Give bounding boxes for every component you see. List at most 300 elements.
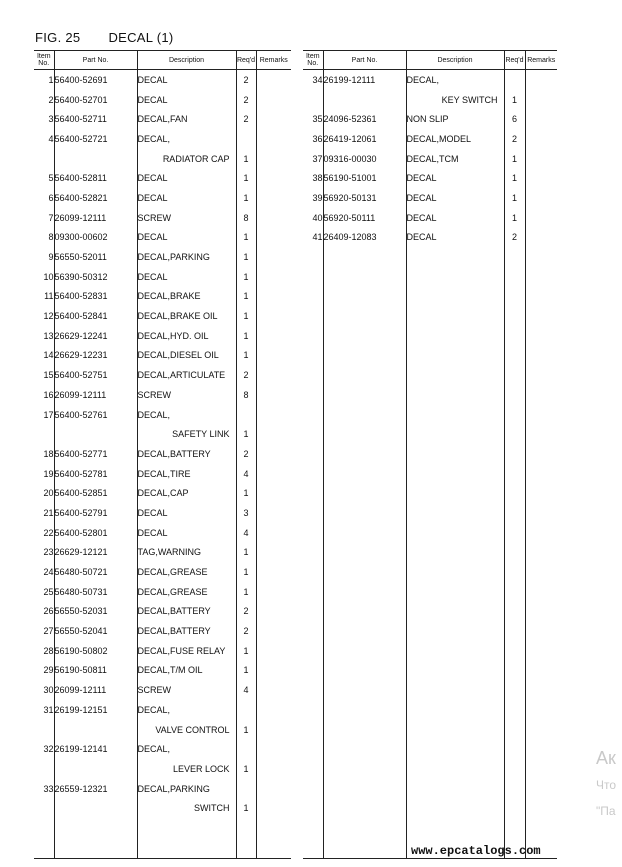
part-number-cell [323,621,406,641]
remarks-cell [525,228,557,248]
item-number-cell: 33 [43,783,54,794]
part-number-cell [323,602,406,622]
description-cell: DECAL [137,70,236,90]
part-number-cell [323,838,406,858]
description-cell [406,247,504,267]
quantity-cell: 1 [236,483,256,503]
description-cell: TAG,WARNING [137,543,236,563]
header-part-no: Part No. [54,51,137,70]
remarks-cell [256,90,291,110]
remarks-cell [525,405,557,425]
table-row [303,641,557,661]
part-number-cell: 56400-52691 [54,70,137,90]
table-row [303,602,557,622]
remarks-cell [256,208,291,228]
remarks-cell [256,228,291,248]
remarks-cell [525,621,557,641]
item-number-cell: 17 [43,409,54,420]
part-number-cell: 26099-12111 [54,208,137,228]
remarks-cell [256,346,291,366]
item-number-cell [303,346,323,366]
item-number-cell: 10 [43,271,54,282]
description-cell: DECAL [406,188,504,208]
table-row [34,405,291,425]
remarks-cell [256,661,291,681]
part-number-cell [54,759,137,779]
item-number-cell: 14 [43,350,54,361]
item-number-cell [303,247,323,267]
description-cell: DECAL,GREASE [137,582,236,602]
item-number-cell [303,523,323,543]
quantity-cell: 4 [236,523,256,543]
remarks-cell [256,779,291,799]
remarks-cell [525,70,557,90]
table-row [303,464,557,484]
remarks-cell [256,621,291,641]
remarks-cell [256,602,291,622]
remarks-cell [525,365,557,385]
description-cell: LEVER LOCK [137,759,236,779]
remarks-cell [256,562,291,582]
table-row [34,326,291,346]
item-number-cell [303,444,323,464]
description-cell [406,523,504,543]
description-cell: KEY SWITCH [406,90,504,110]
quantity-cell [504,405,525,425]
table-row [303,444,557,464]
remarks-cell [256,838,291,858]
figure-number: FIG. 25 [35,30,81,45]
part-number-cell: 56550-52031 [54,602,137,622]
table-row [303,168,557,188]
remarks-cell [256,523,291,543]
quantity-cell [504,661,525,681]
table-row [303,562,557,582]
parts-table-right [303,50,557,859]
quantity-cell: 2 [236,621,256,641]
part-number-cell: 56190-51001 [323,168,406,188]
item-number-cell: 15 [43,370,54,381]
item-number-cell: 13 [43,330,54,341]
quantity-cell [504,641,525,661]
quantity-cell [504,680,525,700]
table-row [303,680,557,700]
remarks-cell [525,464,557,484]
description-cell: DECAL,BATTERY [137,621,236,641]
description-cell: DECAL,CAP [137,483,236,503]
description-cell [406,779,504,799]
remarks-cell [256,365,291,385]
quantity-cell: 4 [236,680,256,700]
quantity-cell [504,602,525,622]
remarks-cell [256,720,291,740]
part-number-cell [54,798,137,818]
item-number-cell [303,483,323,503]
header-item-no: Item No. [34,51,54,70]
part-number-cell [323,90,406,110]
remarks-cell [256,503,291,523]
part-number-cell: 56920-50111 [323,208,406,228]
header-description: Description [137,51,236,70]
item-number-cell: 35 [312,114,323,125]
description-cell: DECAL,BATTERY [137,602,236,622]
remarks-cell [525,739,557,759]
description-cell: DECAL,ARTICULATE [137,365,236,385]
table-row [34,90,291,110]
part-number-cell [323,543,406,563]
part-number-cell [323,700,406,720]
part-number-cell [54,838,137,858]
item-number-cell: 38 [312,173,323,184]
remarks-cell [256,267,291,287]
table-row [34,503,291,523]
remarks-cell [256,109,291,129]
table-row [303,503,557,523]
table-row [303,346,557,366]
remarks-cell [525,444,557,464]
quantity-cell: 8 [236,385,256,405]
table-row [303,267,557,287]
part-number-cell [323,483,406,503]
item-number-cell: 39 [312,192,323,203]
part-number-cell: 56400-52821 [54,188,137,208]
remarks-cell [525,582,557,602]
item-number-cell [34,838,54,858]
quantity-cell: 1 [236,346,256,366]
part-number-cell [323,739,406,759]
quantity-cell [504,700,525,720]
item-number-cell: 1 [48,74,54,85]
footer-url[interactable]: www.epcatalogs.com [411,844,541,858]
header-description: Description [406,51,504,70]
header-qty: Req'd [236,51,256,70]
part-number-cell: 56400-52841 [54,306,137,326]
item-number-cell [34,818,54,838]
quantity-cell [504,562,525,582]
item-number-cell: 41 [312,232,323,243]
quantity-cell [504,385,525,405]
part-number-cell: 09316-00030 [323,149,406,169]
remarks-cell [256,483,291,503]
remarks-cell [256,641,291,661]
table-row [34,779,291,799]
part-number-cell: 56400-52781 [54,464,137,484]
part-number-cell [323,287,406,307]
table-row [303,661,557,681]
description-cell [406,818,504,838]
quantity-cell: 2 [236,602,256,622]
remarks-cell [525,818,557,838]
description-cell: NON SLIP [406,109,504,129]
part-number-cell: 56400-52721 [54,129,137,149]
item-number-cell: 40 [312,212,323,223]
item-number-cell: 27 [43,626,54,637]
figure-title [35,30,174,45]
table-row [34,228,291,248]
description-cell [406,267,504,287]
description-cell: DECAL,BRAKE OIL [137,306,236,326]
item-number-cell [303,326,323,346]
quantity-cell [236,838,256,858]
remarks-cell [525,129,557,149]
table-row [34,188,291,208]
quantity-cell [504,346,525,366]
quantity-cell: 1 [236,326,256,346]
remarks-cell [525,602,557,622]
item-number-cell [34,424,54,444]
part-number-cell [323,385,406,405]
item-number-cell: 22 [43,527,54,538]
remarks-cell [256,149,291,169]
quantity-cell: 2 [504,129,525,149]
table-row [34,365,291,385]
part-number-cell: 26099-12111 [54,680,137,700]
table-row [34,621,291,641]
part-number-cell: 56400-52711 [54,109,137,129]
part-number-cell [323,346,406,366]
quantity-cell: 2 [236,444,256,464]
description-cell: SAFETY LINK [137,424,236,444]
table-header-row [303,51,557,70]
remarks-cell [256,168,291,188]
table-row [303,798,557,818]
remarks-cell [525,326,557,346]
item-number-cell: 5 [48,173,54,184]
item-number-cell [303,562,323,582]
remarks-cell [256,759,291,779]
part-number-cell: 56550-52011 [54,247,137,267]
item-number-cell [34,720,54,740]
item-number-cell [303,385,323,405]
remarks-cell [525,700,557,720]
part-number-cell [323,424,406,444]
remarks-cell [525,247,557,267]
quantity-cell [504,503,525,523]
description-cell [406,582,504,602]
description-cell [406,680,504,700]
item-number-cell [303,582,323,602]
item-number-cell [303,464,323,484]
item-number-cell [303,798,323,818]
quantity-cell [236,739,256,759]
remarks-cell [256,326,291,346]
table-row [34,483,291,503]
description-cell [406,661,504,681]
part-number-cell [323,759,406,779]
description-cell [137,818,236,838]
quantity-cell: 1 [236,641,256,661]
table-row [303,720,557,740]
item-number-cell: 9 [48,252,54,263]
part-number-cell: 56400-52751 [54,365,137,385]
item-number-cell [303,424,323,444]
description-cell: SWITCH [137,798,236,818]
part-number-cell: 56400-52851 [54,483,137,503]
table-row [34,168,291,188]
description-cell: DECAL,FUSE RELAY [137,641,236,661]
item-number-cell [34,759,54,779]
part-number-cell [323,247,406,267]
description-cell [406,759,504,779]
description-cell [406,562,504,582]
item-number-cell: 24 [43,567,54,578]
quantity-cell: 1 [504,149,525,169]
part-number-cell: 56480-50731 [54,582,137,602]
item-number-cell [303,306,323,326]
quantity-cell [504,267,525,287]
description-cell [406,798,504,818]
remarks-cell [256,405,291,425]
quantity-cell [504,621,525,641]
item-number-cell: 34 [312,74,323,85]
description-cell [406,326,504,346]
part-number-cell [323,680,406,700]
quantity-cell: 6 [504,109,525,129]
table-row [34,208,291,228]
item-number-cell [303,739,323,759]
remarks-cell [525,562,557,582]
description-cell [137,838,236,858]
table-row [303,405,557,425]
description-cell: VALVE CONTROL [137,720,236,740]
table-row [34,700,291,720]
table-row [303,543,557,563]
item-number-cell [303,779,323,799]
table-row [303,247,557,267]
table-row [34,798,291,818]
table-row [34,444,291,464]
remarks-cell [525,483,557,503]
part-number-cell: 56400-52791 [54,503,137,523]
part-number-cell: 56920-50131 [323,188,406,208]
part-number-cell [323,562,406,582]
part-number-cell: 26629-12231 [54,346,137,366]
part-number-cell [323,661,406,681]
description-cell: DECAL,HYD. OIL [137,326,236,346]
part-number-cell [323,720,406,740]
description-cell: DECAL, [406,70,504,90]
item-number-cell: 26 [43,606,54,617]
table-row [303,739,557,759]
quantity-cell [504,247,525,267]
item-number-cell: 31 [43,704,54,715]
table-row [303,228,557,248]
description-cell [406,483,504,503]
remarks-cell [256,129,291,149]
quantity-cell [504,779,525,799]
quantity-cell [504,464,525,484]
description-cell: RADIATOR CAP [137,149,236,169]
table-row [303,365,557,385]
remarks-cell [525,168,557,188]
part-number-cell: 56400-52801 [54,523,137,543]
item-number-cell: 7 [48,212,54,223]
item-number-cell [303,720,323,740]
item-number-cell: 32 [43,744,54,755]
quantity-cell: 1 [236,149,256,169]
table-row [34,109,291,129]
quantity-cell: 1 [236,759,256,779]
item-number-cell: 23 [43,547,54,558]
item-number-cell: 11 [44,291,54,302]
remarks-cell [256,818,291,838]
table-row [303,385,557,405]
part-number-cell: 26629-12121 [54,543,137,563]
quantity-cell: 4 [236,464,256,484]
item-number-cell: 37 [312,153,323,164]
part-number-cell [323,779,406,799]
part-number-cell [54,149,137,169]
quantity-cell: 1 [504,208,525,228]
parts-table-left [34,50,291,859]
remarks-cell [256,70,291,90]
description-cell: DECAL [406,168,504,188]
table-row [34,287,291,307]
part-number-cell: 26409-12083 [323,228,406,248]
part-number-cell: 56550-52041 [54,621,137,641]
part-number-cell [323,464,406,484]
quantity-cell: 1 [236,287,256,307]
item-number-cell [303,759,323,779]
description-cell: DECAL,FAN [137,109,236,129]
table-row [303,483,557,503]
item-number-cell [303,365,323,385]
description-cell: DECAL, [137,700,236,720]
quantity-cell: 2 [236,109,256,129]
part-number-cell: 56400-52701 [54,90,137,110]
table-row [303,424,557,444]
table-row [34,759,291,779]
remarks-cell [525,720,557,740]
description-cell [406,365,504,385]
part-number-cell: 56390-50312 [54,267,137,287]
item-number-cell [303,661,323,681]
description-cell [406,602,504,622]
remarks-cell [525,424,557,444]
quantity-cell [504,326,525,346]
quantity-cell: 3 [236,503,256,523]
item-number-cell: 21 [43,507,54,518]
table-row [34,818,291,838]
description-cell [406,287,504,307]
part-number-cell: 26419-12061 [323,129,406,149]
watermark-line-3: "Па [596,804,616,818]
description-cell: DECAL [137,90,236,110]
watermark-line-1: Ак [596,748,616,768]
quantity-cell [504,543,525,563]
description-cell [406,720,504,740]
description-cell [406,385,504,405]
quantity-cell: 1 [236,267,256,287]
description-cell [406,464,504,484]
table-row [34,838,291,858]
item-number-cell [34,149,54,169]
table-row [34,680,291,700]
description-cell [406,424,504,444]
remarks-cell [525,385,557,405]
remarks-cell [256,424,291,444]
description-cell: DECAL [137,503,236,523]
quantity-cell: 1 [504,168,525,188]
remarks-cell [256,798,291,818]
remarks-cell [256,739,291,759]
table-row [34,641,291,661]
table-row [303,306,557,326]
table-row [34,306,291,326]
quantity-cell: 1 [236,188,256,208]
description-cell [406,621,504,641]
remarks-cell [525,287,557,307]
